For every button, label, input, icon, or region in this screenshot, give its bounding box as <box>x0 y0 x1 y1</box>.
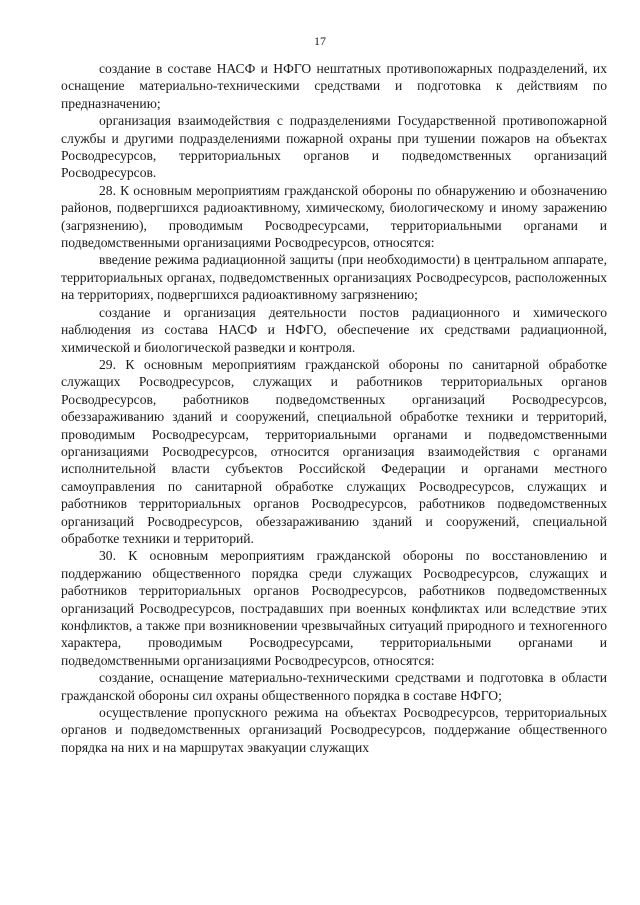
paragraph-item-access-control: осуществление пропускного режима на объектах Росводресурсов, территориальных органов и подведомственных организаций Росводресурсов, поддержание общественного порядка на них и на маршрутах эвакуации служащих <box>61 705 607 755</box>
paragraph-clause-28: 28. К основным мероприятиям гражданской обороны по обнаружению и обозначению районов, подвергшихся радиоактивному, химическому, биологическому и иному заражению (загрязнению), проводимым Росводресурсами, территориальными органами и подведомственными организациями Росводресурсов, относятся: <box>61 182 607 251</box>
paragraph-clause-30: 30. К основным мероприятиям гражданской обороны по восстановлению и поддержанию общественного порядка среди служащих Росводресурсов, служащих и работников территориальных органов Росводресурсов, работников подведомственных организаций Росводресурсов, пострадавших при военных конфликтах или вследствие этих конфликтов, а также при возникновении чрезвычайных ситуаций природного и техногенного характера, проводимым Росводресурсами, территориальными органами и подведомственными организациями Росводресурсов, относятся: <box>61 548 607 668</box>
paragraph-item-fire-units: создание в составе НАСФ и НФГО нештатных противопожарных подразделений, их оснащение материально-техническими средствами и подготовка к действиям по предназначению; <box>61 61 607 111</box>
paragraph-item-order-forces: создание, оснащение материально-техническими средствами и подготовка в области гражданской обороны сил охраны общественного порядка в составе НФГО; <box>61 670 607 703</box>
paragraph-item-radiation-regime: введение режима радиационной защиты (при необходимости) в центральном аппарате, территориальных органах, подведомственных организациях Росводресурсов, расположенных на территориях, подвергшихся радиоактивному загрязнению; <box>61 252 607 303</box>
page-number: 17 <box>314 34 326 48</box>
paragraph-clause-29: 29. К основным мероприятиям гражданской обороны по санитарной обработке служащих Росводресурсов, служащих и работников территориальных органов Росводресурсов, работников подведомственных организаций Росводресурсов, обеззараживанию зданий и сооружений, специальной обработке техники и территорий, проводимым Росводресурсам, территориальными органами и подведомственными организациями Росводресурсов, относится организация взаимодействия с органами исполнительной власти субъектов Российской Федерации и органами местного самоуправления по санитарной обработке служащих Росводресурсов, служащих и работников территориальных органов Росводресурсов, работников подведомственных организаций Росводресурсов, обеззараживанию зданий и сооружений, специальной обработке техники и территорий. <box>61 356 607 546</box>
paragraph-item-fire-cooperation: организация взаимодействия с подразделениями Государственной противопожарной службы и другими подразделениями пожарной охраны при тушении пожаров на объектах Росводресурсов, территориальных органов и подведомственных организаций Росводресурсов. <box>61 113 607 181</box>
paragraph-item-observation-posts: создание и организация деятельности постов радиационного и химического наблюдения из состава НАСФ и НФГО, обеспечение их средствами радиационной, химической и биологической разведки и контроля. <box>61 304 607 355</box>
document-body <box>61 60 607 756</box>
